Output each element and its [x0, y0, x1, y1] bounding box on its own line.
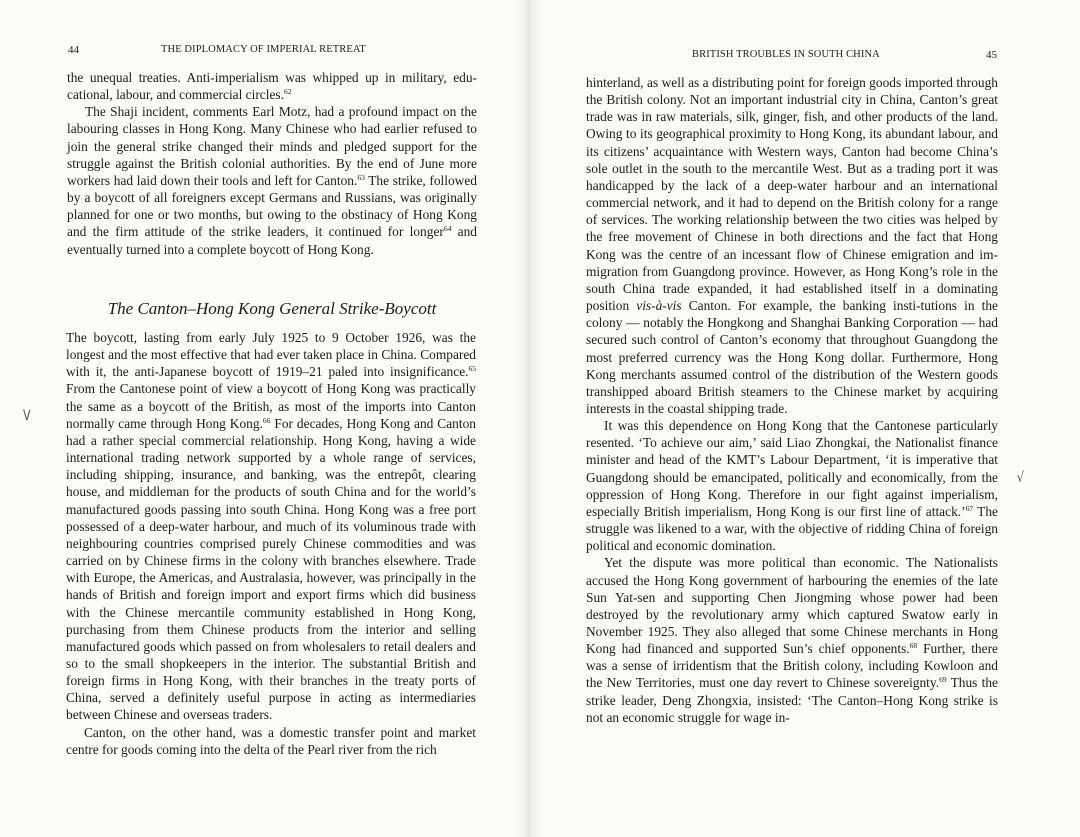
right-text-body — [586, 74, 998, 726]
right-running-head: BRITISH TROUBLES IN SOUTH CHINA — [692, 49, 880, 60]
footnote-ref: 69 — [939, 675, 947, 685]
margin-tick-mark: √ — [1016, 470, 1025, 486]
paragraph — [586, 417, 998, 554]
left-text-top — [67, 69, 477, 258]
footnote-ref: 64 — [443, 224, 452, 234]
text-run: The Shaji incident, comments Earl Motz, had a profound impact on the labouring classes in Hong Kong. Many Chinese who had earlier refused to join the general strike changed their minds and pledged support for the struggle against the British colonial authorities. By the end of June more workers had laid down their tools and left for Canton. — [67, 104, 477, 188]
text-run: It was this dependence on Hong Kong that the Cantonese particularly resented. ‘To achieve our aim,’ said Liao Zhongkai, the Nationalist finance minister and head of the KMT’s Labour Department, ‘it is imperative that Guangdong should be emancipated, politically and economically, from the oppression of Hong Kong. Therefore in our fight against imperialism, especially British imperialism, Hong Kong is our first line of attack.’ — [586, 418, 998, 519]
right-page-number: 45 — [986, 49, 997, 61]
text-run: Canton. For example, the banking insti-tutions in the colony — notably the Hongkong and Shanghai Banking Corporation — had secured such control of Canton’s economy that throughout Guangdong the most preferred currency was the Hong Kong dollar. Furthermore, Hong Kong merchants assumed control of the distribution of the Western goods transhipped aboard British steamers to the Chinese market by acquiring interests in the coastal shipping trade. — [586, 298, 998, 416]
paragraph — [66, 329, 476, 724]
paragraph — [67, 103, 477, 257]
text-run: The struggle was likened to a war, with the objective of ridding China of foreign political and economic domination. — [586, 503, 998, 554]
text-run: the unequal treaties. Anti-imperialism was whipped up in military, edu-cational, labour, and commercial circles. — [67, 70, 477, 103]
paragraph — [66, 724, 476, 758]
text-run: Further, there was a sense of irridentism that the British colony, including Kowloon and the New Territories, must one day revert to Chinese sovereignty. — [586, 641, 998, 691]
footnote-ref: 66 — [262, 415, 271, 425]
left-running-head: THE DIPLOMACY OF IMPERIAL RETREAT — [161, 44, 366, 55]
text-run: Yet the dispute was more political than economic. The Nationalists accused the Hong Kong government of harbouring the enemies of the late Sun Yat-sen and supporting Chen Jiongming whose power had been destroyed by the revolutionary army which captured Swatow early in November 1925. They also alleged that some Chinese merchants in Hong Kong had financed and supported Sun’s chief opponents. — [586, 555, 998, 657]
footnote-ref: 68 — [909, 641, 918, 651]
text-run: and eventually turned into a complete boycott of Hong Kong. — [67, 224, 477, 257]
left-page-number: 44 — [68, 44, 79, 56]
text-run: Thus the strike leader, Deng Zhongxia, insisted: ‘The Canton–Hong Kong strike is not an economic struggle for wage in- — [586, 675, 998, 725]
italic-text: vis-à-vis — [636, 298, 682, 314]
footnote-ref: 65 — [468, 364, 476, 374]
left-page — [0, 0, 528, 837]
footnote-ref: 62 — [283, 87, 292, 97]
section-heading: The Canton–Hong Kong General Strike-Boycott — [107, 299, 437, 318]
paragraph — [67, 69, 477, 103]
text-run: The boycott, lasting from early July 1925 to 9 October 1926, was the longest and the most effective that had ever taken place in China. Compared with it, the anti-Japanese boycott of 1919–21 paled into insignificance. — [66, 330, 476, 380]
book-gutter — [514, 0, 544, 837]
paragraph — [586, 554, 998, 726]
text-run: hinterland, as well as a distributing point for foreign goods imported through the British colony. Not an important industrial city in China, Canton’s great trade was in raw materials, silk, ginger, fish, and other products of the land. Owing to its geographical proximity to Hong Kong, its abundant labour, and its citizens’ acquaintance with Western ways, Canton had become China’s sole outlet in the south to the mercantile West. But as a trading port it was handicapped by the lack of a deep-water harbour and an international commercial network, and it had to depend on the British colony for a range of services. The working relationship between the two cities was helped by the free movement of Chinese in both directions and the fact that Hong Kong was the centre of an incessant flow of Chinese emigration and im-migration from Guangdong province. However, as Hong Kong’s role in the south China trade expanded, it had established itself in a dominating position — [586, 75, 998, 314]
text-run: For decades, Hong Kong and Canton had a rather special commercial relationship. Hong Kong, having a wide international trading network supported by a whole range of services, including shipping, insurance, and banking, was the entrepôt, clearing house, and middleman for the products of south China and for the world’s manufactured goods passing into south China. Hong Kong was a free port possessed of a deep-water harbour, and much of its voluminous trade with neighbouring countries comprised purely Chinese commodities and was carried on by Chinese firms in the colony with branches elsewhere. Trade with Europe, the Americas, and Australasia, however, was principally in the hands of British and foreign import and export firms which did business with the Chinese mercantile community established in Hong Kong, purchasing from them Chinese products from the interior and selling manufactured goods which passed on from wholesalers to retail dealers and so to the small shopkeepers in the interior. The substantial British and foreign firms in Hong Kong, with their branches in the treaty ports of China, served a definitely useful purpose in acting as intermediaries between Chinese and overseas traders. — [66, 415, 476, 723]
right-page — [528, 0, 1080, 837]
text-run: The strike, followed by a boycott of all foreigners except Germans and Russians, was originally planned for one or two months, but owing to the obstinacy of Hong Kong and the firm attitude of the strike leaders, it continued for longer — [67, 172, 477, 240]
left-text-bottom — [66, 329, 476, 758]
text-run: Canton, on the other hand, was a domestic transfer point and market centre for goods coming into the delta of the Pearl river from the rich — [66, 724, 476, 757]
footnote-ref: 63 — [357, 172, 365, 182]
footnote-ref: 67 — [965, 503, 974, 513]
paragraph — [586, 74, 998, 417]
margin-check-mark: V — [22, 408, 31, 424]
text-run: From the Cantonese point of view a boycott of Hong Kong was practically the same as a boycott of the British, as most of the imports into Canton normally came through Hong Kong. — [66, 381, 476, 431]
